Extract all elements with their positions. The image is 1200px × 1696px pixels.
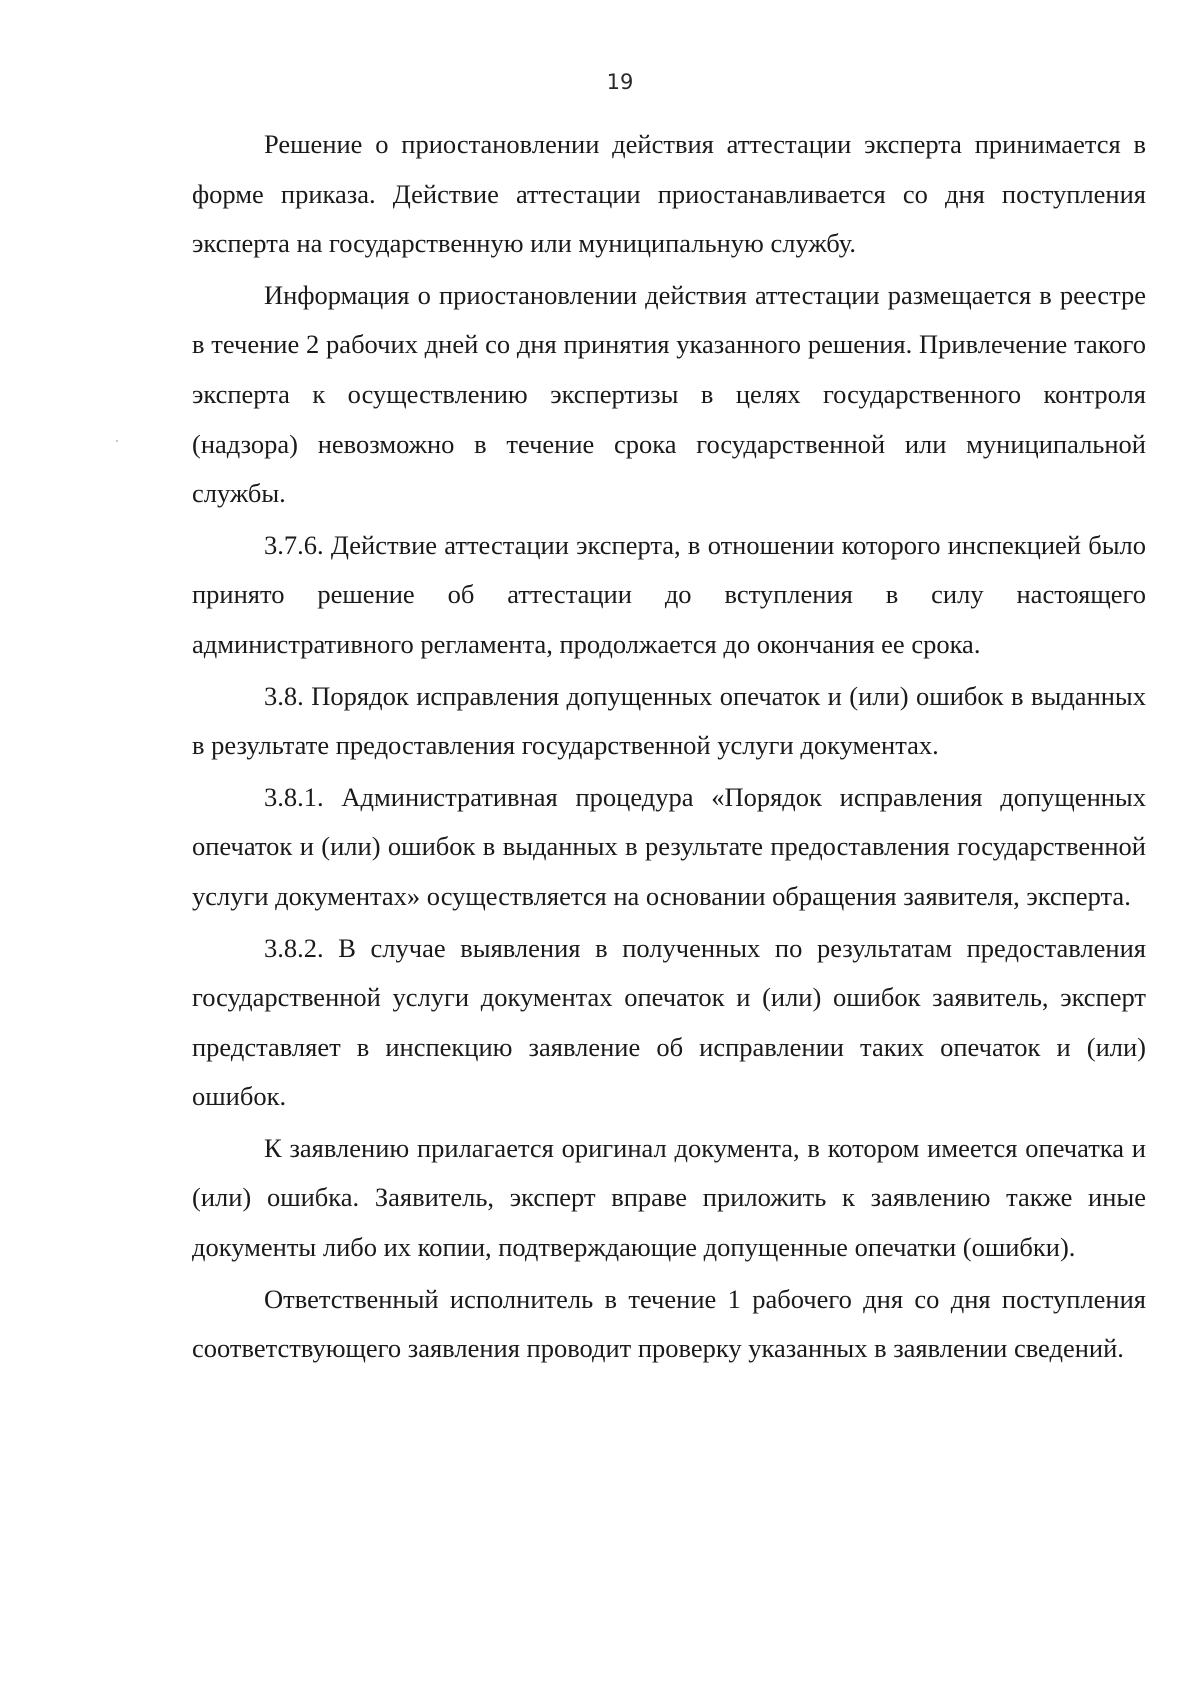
- paragraph-3-7-6: 3.7.6. Действие аттестации эксперта, в отношении которого инспекцией было принято решение об аттестации до вступления в силу настоящего административного регламента, продолжается до окончания ее срока.: [192, 529, 1146, 659]
- paragraph-3-8-heading: 3.8. Порядок исправления допущенных опечаток и (или) ошибок в выданных в результате предоставления государственной услуги документах.: [192, 680, 1146, 761]
- paragraph-attachments: К заявлению прилагается оригинал документа, в котором имеется опечатка и (или) ошибка. Заявитель, эксперт вправе приложить к заявлению также иные документы либо их копии, подтверждающие допущенные опечатки (ошибки).: [192, 1132, 1146, 1263]
- paragraph-3-8-2: 3.8.2. В случае выявления в полученных по результатам предоставления государственной услуги документах опечаток и (или) ошибок заявитель, эксперт представляет в инспекцию заявление об исправлении таких опечаток и (или) ошибок.: [192, 932, 1146, 1112]
- paragraph-3-8-1: 3.8.1. Административная процедура «Порядок исправления допущенных опечаток и (или) ошибок в выданных в результате предоставления государственной услуги документах» осуществляется на основании обращения заявителя, эксперта.: [192, 781, 1146, 911]
- paragraph-verification: Ответственный исполнитель в течение 1 рабочего дня со дня поступления соответствующего заявления проводит проверку указанных в заявлении сведений.: [192, 1283, 1146, 1364]
- paragraph-suspension-decision: Решение о приостановлении действия аттестации эксперта принимается в форме приказа. Действие аттестации приостанавливается со дня поступления эксперта на государственную или муниципальную службу.: [192, 129, 1146, 259]
- paragraph-suspension-registry: Информация о приостановлении действия аттестации размещается в реестре в течение 2 рабочих дней со дня принятия указанного решения. Привлечение такого эксперта к осуществлению экспертизы в целях государственного контроля (надзора) невозможно в течение срока государственной или муниципальной службы.: [192, 279, 1146, 509]
- page-number: 19: [606, 70, 634, 94]
- scan-artifact: [116, 440, 118, 442]
- document-body: [192, 120, 1146, 1376]
